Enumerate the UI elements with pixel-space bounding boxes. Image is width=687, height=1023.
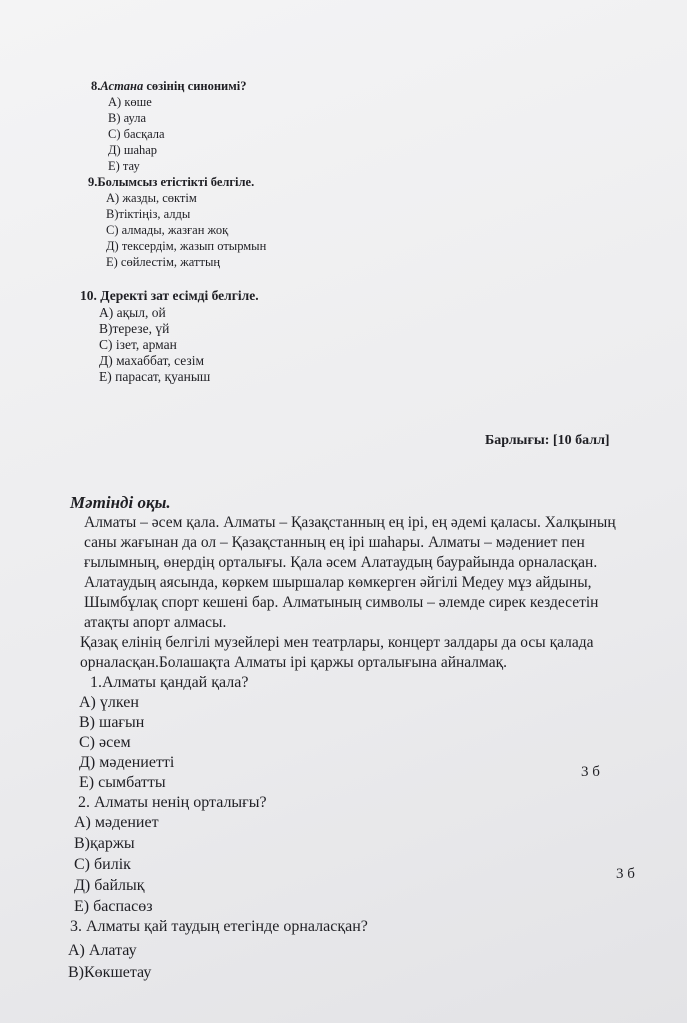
question-8-option-c: С) басқала xyxy=(108,127,165,141)
question-1-option-d: Д) мәдениетті xyxy=(79,754,175,771)
reading-text-line-6: атақты апорт алмасы. xyxy=(84,614,227,631)
question-9-option-b: В)тіктіңіз, алды xyxy=(106,207,191,221)
reading-text-line-2: саны жағынан да ол – Қазақстанның ең ірі шаһары. Алматы – мәдениет пен xyxy=(84,534,585,551)
question-2-option-b: В)қаржы xyxy=(74,835,135,852)
question-10-option-c: С) ізет, арман xyxy=(99,337,177,352)
question-2-option-d: Д) байлық xyxy=(74,877,145,894)
question-8-title xyxy=(91,79,247,94)
question-9-option-e: Е) сөйлестім, жаттың xyxy=(106,255,221,269)
question-8-number: 8. xyxy=(91,79,101,93)
question-2-option-a: А) мәдениет xyxy=(74,814,159,831)
reading-text-line-4: Алатаудың аясында, көркем шыршалар көмкерген әйгілі Медеу мұз айдыны, xyxy=(84,574,592,591)
total-score: Барлығы: [10 балл] xyxy=(485,433,610,448)
question-2-option-c: С) билік xyxy=(74,856,131,873)
question-9-option-a: А) жазды, сөктім xyxy=(106,191,197,205)
question-8-option-e: Е) тау xyxy=(108,159,140,173)
question-10-option-d: Д) махаббат, сезім xyxy=(99,353,205,368)
question-1-option-b: В) шағын xyxy=(79,714,145,731)
question-9-title: 9.Болымсыз етістікті белгіле. xyxy=(88,175,255,189)
question-3-option-a: А) Алатау xyxy=(68,942,137,959)
question-2-option-e: Е) баспасөз xyxy=(74,898,153,915)
question-8-option-d: Д) шаһар xyxy=(108,143,158,157)
reading-heading: Мәтінді оқы. xyxy=(70,493,171,512)
reading-text-line-5: Шымбұлақ спорт кешені бар. Алматының символы – әлемде сирек кездесетін xyxy=(84,594,599,611)
question-1-option-e: Е) сымбатты xyxy=(79,774,166,791)
question-8-word: Астана xyxy=(100,79,144,93)
question-10-option-a: А) ақыл, ой xyxy=(99,305,166,320)
question-9-option-d: Д) тексердім, жазып отырмын xyxy=(106,239,267,253)
question-1-option-c: С) әсем xyxy=(79,734,131,751)
question-8-rest: сөзінің синонимі? xyxy=(143,79,247,93)
question-10-option-b: В)терезе, үй xyxy=(99,321,170,336)
reading-text-line-8: орналасқан.Болашақта Алматы ірі қаржы орталығына айналмақ. xyxy=(80,654,508,671)
question-10-option-e: Е) парасат, қуаныш xyxy=(99,369,211,384)
question-3-title: 3. Алматы қай таудың етегінде орналасқан? xyxy=(70,918,368,935)
question-2-title: 2. Алматы ненің орталығы? xyxy=(78,794,267,811)
question-2-score: 3 б xyxy=(616,866,635,882)
question-9-option-c: С) алмады, жазған жоқ xyxy=(106,223,229,237)
question-1-score: 3 б xyxy=(581,764,600,780)
question-10-title: 10. Деректі зат есімді белгіле. xyxy=(80,288,259,303)
question-1-option-a: А) үлкен xyxy=(79,694,139,711)
question-1-title: 1.Алматы қандай қала? xyxy=(90,674,249,691)
question-3-option-b: В)Көкшетау xyxy=(68,964,152,981)
reading-text-line-3: ғылымның, өнердің орталығы. Қала әсем Алатаудың баурайында орналасқан. xyxy=(84,554,598,571)
reading-text-line-7: Қазақ елінің белгілі музейлері мен театрлары, концерт залдары да осы қалада xyxy=(80,634,594,651)
question-8-option-b: В) аула xyxy=(108,111,147,125)
reading-text-line-1: Алматы – әсем қала. Алматы – Қазақстанның ең ірі, ең әдемі қаласы. Халқының xyxy=(84,514,616,531)
question-8-option-a: А) көше xyxy=(108,95,152,109)
